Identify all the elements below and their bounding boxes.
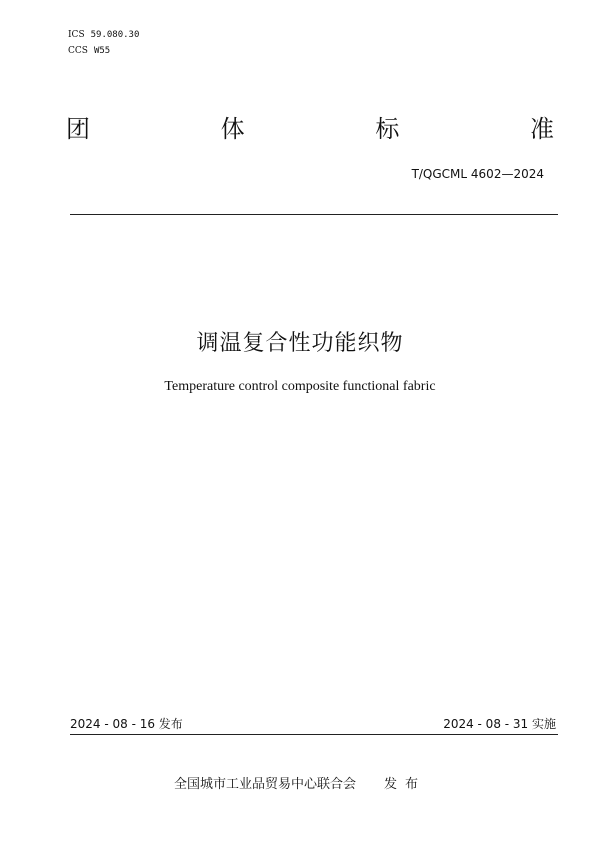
standard-type-char: 标 bbox=[375, 115, 400, 143]
standard-type-char: 准 bbox=[529, 115, 554, 143]
ics-code bbox=[68, 29, 139, 41]
standard-type-char: 体 bbox=[220, 115, 245, 143]
publisher-line bbox=[0, 776, 600, 794]
standard-type-heading bbox=[66, 114, 554, 144]
ics-label: ICS bbox=[68, 30, 85, 40]
issue-date: 2024 - 08 - 16 发布 bbox=[70, 717, 183, 731]
bottom-divider bbox=[70, 734, 558, 735]
document-title-english: Temperature control composite functional fabric bbox=[164, 379, 436, 394]
top-divider bbox=[70, 214, 558, 215]
publisher-name: 全国城市工业品贸易中心联合会 bbox=[173, 777, 356, 792]
ccs-code bbox=[68, 45, 110, 57]
ccs-label: CCS bbox=[68, 46, 88, 56]
standard-number: T/QGCML 4602—2024 bbox=[411, 167, 544, 181]
ccs-value: W55 bbox=[93, 46, 111, 56]
standard-type-char: 团 bbox=[66, 115, 90, 143]
ics-value: 59.080.30 bbox=[90, 30, 140, 40]
publisher-action: 发布 bbox=[384, 777, 427, 792]
implementation-date: 2024 - 08 - 31 实施 bbox=[443, 717, 556, 731]
document-title-chinese: 调温复合性功能织物 bbox=[196, 331, 404, 356]
